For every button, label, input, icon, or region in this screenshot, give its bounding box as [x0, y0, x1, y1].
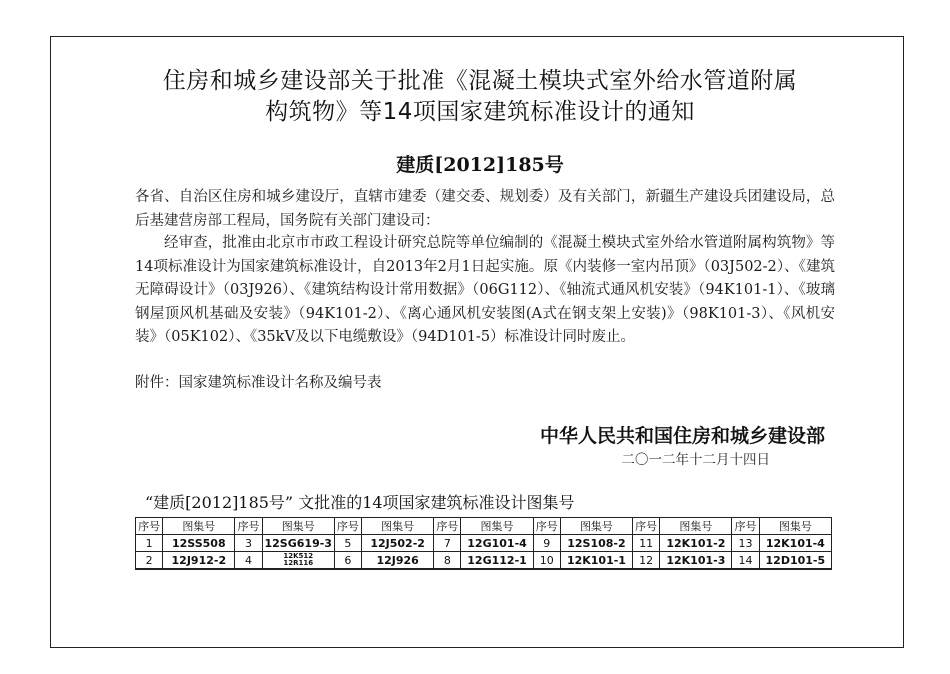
atlas-code: 12D101-5	[759, 552, 831, 570]
atlas-code: 12K101-4	[759, 535, 831, 552]
notice-title-line-1: 住房和城乡建设部关于批准《混凝土模块式室外给水管道附属	[162, 68, 798, 94]
header-code: 图集号	[461, 518, 533, 535]
header-num: 序号	[136, 518, 163, 535]
header-code: 图集号	[560, 518, 632, 535]
row-num: 3	[235, 535, 262, 552]
header-num: 序号	[533, 518, 560, 535]
stacked-code-bottom: 12R116	[283, 559, 314, 567]
header-code: 图集号	[362, 518, 434, 535]
atlas-code: 12SS508	[163, 535, 235, 552]
header-code: 图集号	[660, 518, 732, 535]
header-num: 序号	[434, 518, 461, 535]
stacked-code-top: 12K512	[283, 552, 314, 560]
atlas-code: 12K101-2	[660, 535, 732, 552]
body-paragraph: 经审查，批准由北京市市政工程设计研究总院等单位编制的《混凝土模块式室外给水管道附属构筑物》等14项标准设计为国家建筑标准设计，自2013年2月1日起实施。原《内装修一室内吊顶》（03J502-2）、《建筑无障碍设计》（03J926）、《建筑结构设计常用数据》（06G112）、《轴流式通风机安装》（94K101-1）、《玻璃钢屋顶风机基础及安装》（94K101-2）、《离心通风机安装图(A式在钢支架上安装)》（98K101-3）、《风机安装》（05K102）、《35kV及以下电缆敷设》（94D101-5）标准设计同时废止。	[135, 235, 835, 345]
document-number: 建质[2012]185号	[396, 154, 564, 176]
atlas-code: 12K101-3	[660, 552, 732, 570]
row-num: 9	[533, 535, 560, 552]
issue-date: 二〇一二年十二月十四日	[621, 452, 770, 468]
row-num: 4	[235, 552, 262, 570]
atlas-number-table	[135, 517, 832, 570]
atlas-code: 12K101-1	[560, 552, 632, 570]
table-caption: “建质[2012]185号” 文批准的14项国家建筑标准设计图集号	[145, 493, 575, 512]
header-code: 图集号	[759, 518, 831, 535]
row-num: 10	[533, 552, 560, 570]
addressees-paragraph: 各省、自治区住房和城乡建设厅，直辖市建委（建交委、规划委）及有关部门，新疆生产建设兵团建设局，总后基建营房部工程局，国务院有关部门建设司：	[135, 189, 835, 229]
notice-title-line-2: 构筑物》等14项国家建筑标准设计的通知	[265, 99, 695, 125]
row-num: 14	[732, 552, 759, 570]
row-num: 1	[136, 535, 163, 552]
atlas-code: 12J926	[362, 552, 434, 570]
issuing-authority: 中华人民共和国住房和城乡建设部	[539, 425, 825, 447]
atlas-code: 12G112-1	[461, 552, 533, 570]
row-num: 6	[334, 552, 361, 570]
atlas-code: 12G101-4	[461, 535, 533, 552]
atlas-code: 12S108-2	[560, 535, 632, 552]
atlas-code-stacked	[262, 552, 334, 570]
atlas-code: 12SG619-3	[262, 535, 334, 552]
atlas-code: 12J912-2	[163, 552, 235, 570]
header-num: 序号	[235, 518, 262, 535]
row-num: 8	[434, 552, 461, 570]
atlas-code: 12J502-2	[362, 535, 434, 552]
table-row	[136, 552, 832, 570]
row-num: 2	[136, 552, 163, 570]
header-code: 图集号	[163, 518, 235, 535]
stacked-codes	[283, 553, 313, 567]
row-num: 12	[633, 552, 660, 570]
header-num: 序号	[732, 518, 759, 535]
row-num: 13	[732, 535, 759, 552]
header-code: 图集号	[262, 518, 334, 535]
row-num: 11	[633, 535, 660, 552]
table-header-row	[136, 518, 832, 535]
header-num: 序号	[633, 518, 660, 535]
attachment-line: 附件：国家建筑标准设计名称及编号表	[135, 375, 382, 391]
row-num: 7	[434, 535, 461, 552]
header-num: 序号	[334, 518, 361, 535]
row-num: 5	[334, 535, 361, 552]
table-row	[136, 535, 832, 552]
